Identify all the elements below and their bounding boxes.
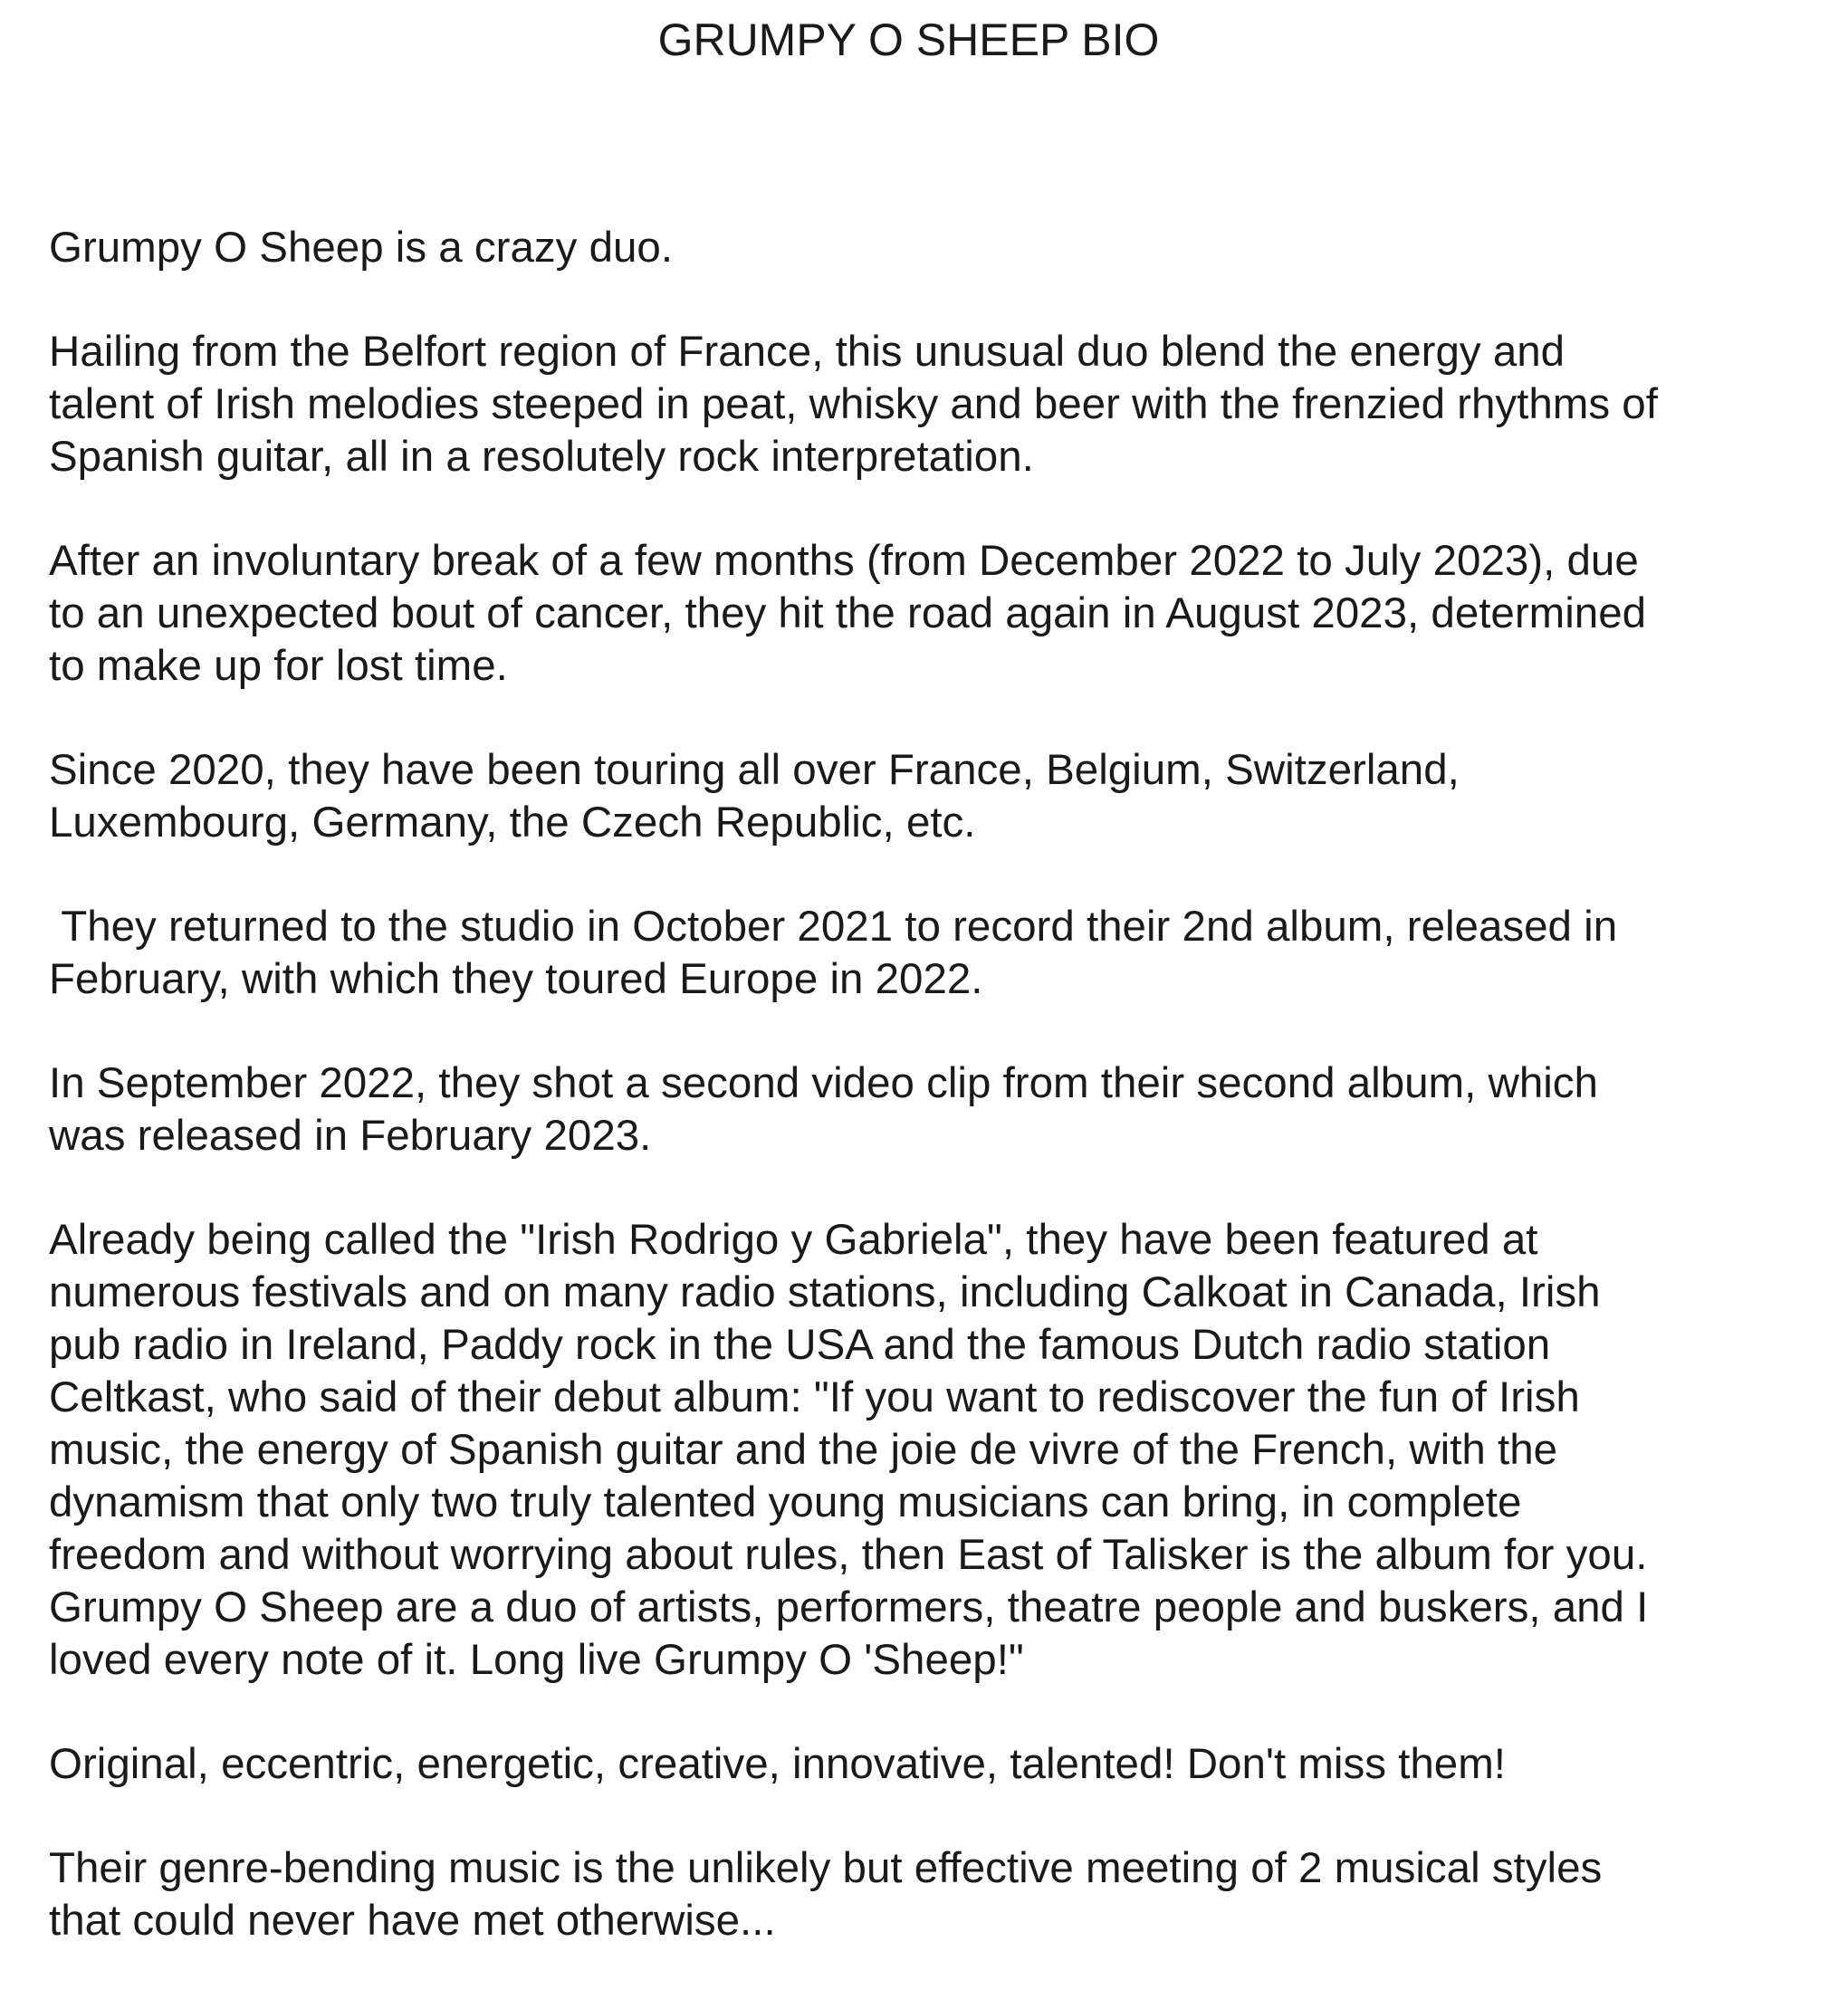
paragraph-intro: Grumpy O Sheep is a crazy duo. (49, 224, 674, 272)
paragraph-video-clip: In September 2022, they shot a second video clip from their second album, which was released in February 2023. (49, 1059, 1598, 1160)
paragraph-genre: Their genre-bending music is the unlikely but effective meeting of 2 musical styles that could never have met otherwise... (49, 1844, 1603, 1945)
paragraph-studio: They returned to the studio in October 2021 to record their 2nd album, released in February, with which they toured Europe in 2022. (49, 903, 1618, 1003)
bio-body (49, 222, 1814, 1999)
paragraph-break: After an involuntary break of a few months (from December 2022 to July 2023), due to an unexpected bout of cancer, they hit the road again in August 2023, determined to make up for lost time. (49, 537, 1647, 690)
paragraph-origin: Hailing from the Belfort region of France, this unusual duo blend the energy and talent of Irish melodies steeped in peat, whisky and beer with the frenzied rhythms of Spanish guitar, all in a resolutely rock interpretation. (49, 328, 1658, 481)
document-title: GRUMPY O SHEEP BIO (657, 14, 1160, 65)
paragraph-press-quote: Already being called the "Irish Rodrigo y Gabriela", they have been featured at numerous festivals and on many radio stations, including Calkoat in Canada, Irish pub radio in Ireland, Paddy rock in the USA and the famous Dutch radio station Celtkast, who said of their debut album: "If you want to rediscover the fun of Irish music, the energy of Spanish guitar and the joie de vivre of the French, with the dynamism that only two truly talented young musicians can bring, in complete freedom and without worrying about rules, then East of Talisker is the album for you. Grumpy O Sheep are a duo of artists, performers, theatre people and buskers, and I loved every note of it. Long live Grumpy O 'Sheep!" (49, 1216, 1649, 1684)
paragraph-touring: Since 2020, they have been touring all over France, Belgium, Switzerland, Luxembourg, Germany, the Czech Republic, etc. (49, 746, 1460, 846)
paragraph-tagline: Original, eccentric, energetic, creative, innovative, talented! Don't miss them! (49, 1740, 1506, 1788)
